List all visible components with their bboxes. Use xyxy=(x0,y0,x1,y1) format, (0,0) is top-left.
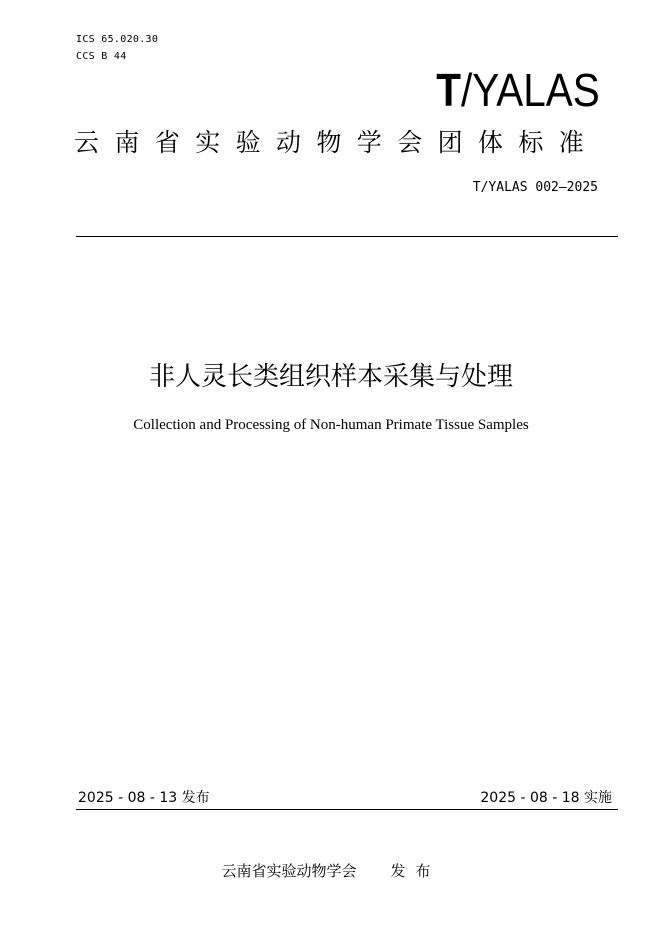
organization-standard-title: 云南省实验动物学会团体标准 xyxy=(74,128,600,157)
ccs-code: CCS B 44 xyxy=(76,51,127,62)
logo-org: /YALAS xyxy=(461,64,600,116)
release-label: 发布 xyxy=(390,862,441,880)
issue-date: 2025 - 08 - 13 发布 xyxy=(78,790,210,806)
logo-t: T xyxy=(436,64,462,116)
publisher-name: 云南省实验动物学会 xyxy=(221,862,357,880)
document-title-chinese: 非人灵长类组织样本采集与处理 xyxy=(148,362,513,392)
implementation-date: 2025 - 08 - 18 实施 xyxy=(480,790,612,806)
header-divider xyxy=(76,236,618,237)
publisher-line xyxy=(0,860,662,882)
ics-code: ICS 65.020.30 xyxy=(76,34,159,45)
document-title-english: Collection and Processing of Non-human Primate Tissue Samples xyxy=(133,417,529,433)
standard-logo xyxy=(436,64,600,116)
footer-divider xyxy=(76,809,618,810)
standard-number: T/YALAS 002—2025 xyxy=(472,180,598,195)
